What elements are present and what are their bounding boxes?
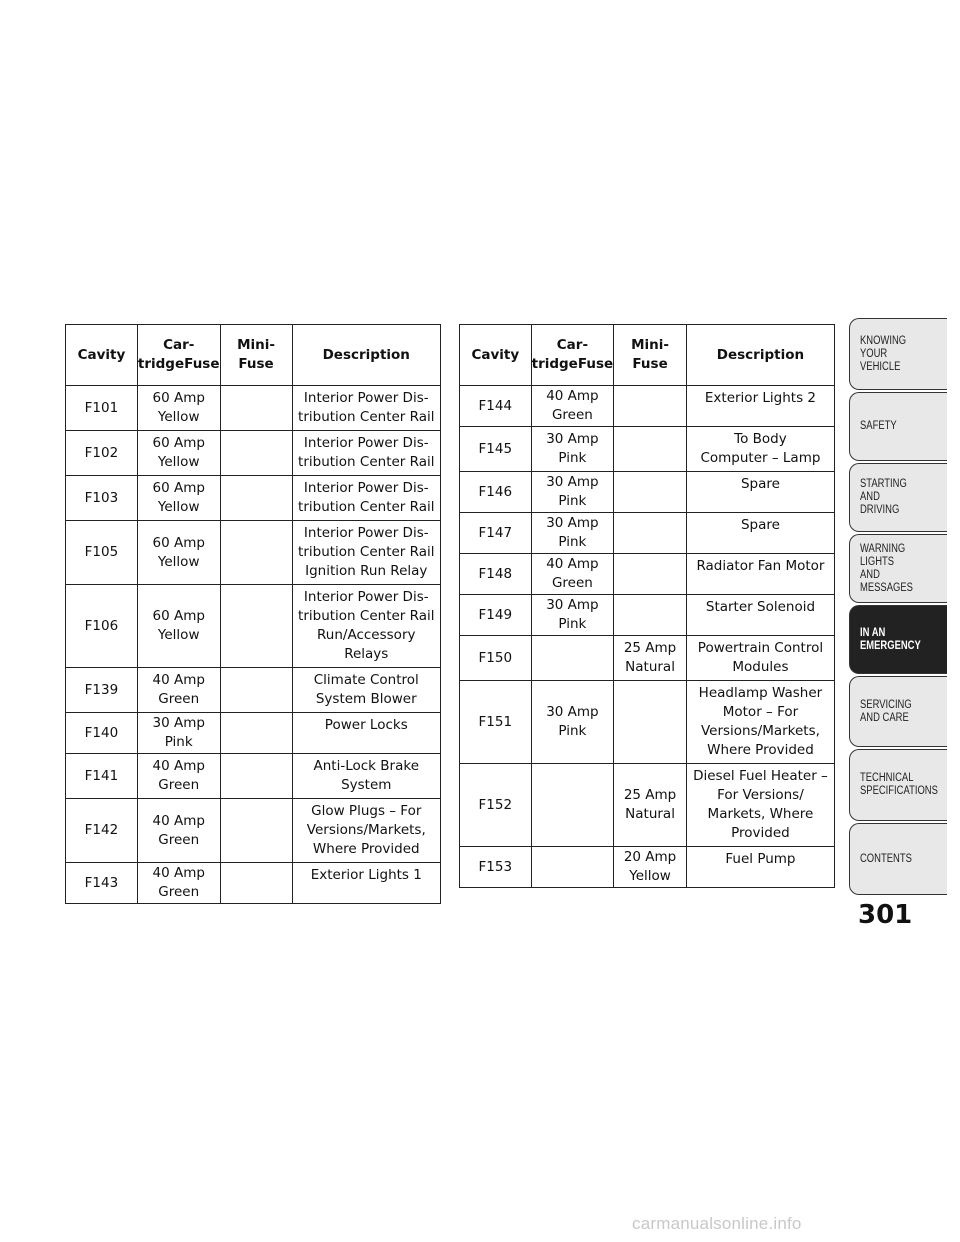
table-row [460,386,835,427]
cell-cartridge-fuse: 40 Amp Green [137,668,220,713]
cell-cartridge-fuse: 40 Amp Green [531,554,614,595]
cell-mini-fuse [220,754,292,799]
chapter-tab-label: SERVICING AND CARE [860,698,912,724]
cell-description: Power Locks [292,713,440,754]
cell-mini-fuse: 20 Amp Yellow [614,847,687,888]
cell-mini-fuse [614,554,687,595]
table-row [460,554,835,595]
cell-mini-fuse [220,668,292,713]
chapter-tab-safety[interactable] [849,392,947,461]
cell-description: Spare [686,513,834,554]
cell-cartridge-fuse: 30 Amp Pink [531,427,614,472]
cell-cartridge-fuse: 30 Amp Pink [531,681,614,764]
chapter-tab-label: KNOWING YOUR VEHICLE [860,334,907,373]
chapter-tab-warning-lights-and-messages[interactable] [849,534,947,603]
chapter-tab-knowing-your-vehicle[interactable] [849,318,947,390]
cell-description: Headlamp Washer Motor – For Versions/Markets, Where Provided [686,681,834,764]
table-row [66,431,441,476]
cell-cartridge-fuse: 40 Amp Green [137,863,220,904]
cell-cavity: F148 [460,554,532,595]
chapter-tab-label: WARNING LIGHTS AND MESSAGES [860,542,913,594]
cell-mini-fuse [220,863,292,904]
header-cartridge-fuse: Car-tridgeFuse [137,325,220,386]
cell-description: Glow Plugs – For Versions/Markets, Where Provided [292,799,440,863]
table-row [460,764,835,847]
table-header-row [66,325,441,386]
cell-mini-fuse [220,585,292,668]
table-row [460,472,835,513]
cell-cartridge-fuse: 30 Amp Pink [531,513,614,554]
table-row [66,799,441,863]
cell-cavity: F144 [460,386,532,427]
cell-cavity: F105 [66,521,138,585]
cell-description: Interior Power Dis- tribution Center Rail [292,476,440,521]
cell-cartridge-fuse: 60 Amp Yellow [137,476,220,521]
cell-description: Starter Solenoid [686,595,834,636]
cell-cartridge-fuse: 60 Amp Yellow [137,431,220,476]
chapter-tab-in-an-emergency[interactable] [849,605,947,674]
cell-cartridge-fuse: 60 Amp Yellow [137,521,220,585]
cell-description: Powertrain Control Modules [686,636,834,681]
cell-cavity: F140 [66,713,138,754]
cell-cavity: F139 [66,668,138,713]
table-row [66,754,441,799]
cell-cartridge-fuse [531,764,614,847]
cell-description: Fuel Pump [686,847,834,888]
table-row [460,847,835,888]
header-cavity: Cavity [66,325,138,386]
chapter-tab-label: SAFETY [860,420,897,432]
table-row [460,636,835,681]
cell-cavity: F142 [66,799,138,863]
cell-mini-fuse [220,386,292,431]
cell-description: Climate Control System Blower [292,668,440,713]
cell-cavity: F145 [460,427,532,472]
cell-cavity: F106 [66,585,138,668]
chapter-tab-label: TECHNICAL SPECIFICATIONS [860,772,938,797]
cell-description: Interior Power Dis- tribution Center Rail Run/Accessory Relays [292,585,440,668]
cell-mini-fuse [220,431,292,476]
header-mini-fuse: Mini-Fuse [220,325,292,386]
table-row [66,386,441,431]
cell-description: Exterior Lights 1 [292,863,440,904]
header-description: Description [686,325,834,386]
page-number: 301 [858,900,913,930]
cell-cartridge-fuse: 60 Amp Yellow [137,386,220,431]
fuse-table-right [459,324,835,888]
cell-description: Diesel Fuel Heater – For Versions/ Markets, Where Provided [686,764,834,847]
chapter-tab-starting-and-driving[interactable] [849,463,947,532]
chapter-tab-label: CONTENTS [860,852,912,865]
cell-cavity: F103 [66,476,138,521]
table-row [460,595,835,636]
chapter-tab-servicing-and-care[interactable] [849,676,947,747]
cell-mini-fuse [614,513,687,554]
cell-description: To Body Computer – Lamp [686,427,834,472]
table-row [460,513,835,554]
cell-cavity: F146 [460,472,532,513]
header-mini-fuse: Mini-Fuse [614,325,687,386]
table-row [66,476,441,521]
cell-mini-fuse [220,476,292,521]
cell-cavity: F102 [66,431,138,476]
cell-mini-fuse [614,681,687,764]
cell-description: Interior Power Dis- tribution Center Rail Ignition Run Relay [292,521,440,585]
cell-cartridge-fuse: 60 Amp Yellow [137,585,220,668]
table-row [66,668,441,713]
cell-cartridge-fuse: 30 Amp Pink [531,595,614,636]
chapter-tab-technical-specifications[interactable] [849,749,947,821]
cell-description: Radiator Fan Motor [686,554,834,595]
cell-cartridge-fuse: 30 Amp Pink [137,713,220,754]
table-row [66,521,441,585]
cell-cartridge-fuse: 40 Amp Green [137,754,220,799]
cell-mini-fuse: 25 Amp Natural [614,636,687,681]
cell-mini-fuse [220,521,292,585]
cell-cavity: F141 [66,754,138,799]
cell-mini-fuse [220,799,292,863]
cell-mini-fuse [220,713,292,754]
cell-cavity: F147 [460,513,532,554]
cell-cartridge-fuse: 30 Amp Pink [531,472,614,513]
cell-description: Spare [686,472,834,513]
cell-mini-fuse [614,595,687,636]
cell-cartridge-fuse [531,847,614,888]
chapter-tab-label: STARTING AND DRIVING [860,478,907,516]
header-description: Description [292,325,440,386]
cell-cavity: F152 [460,764,532,847]
cell-mini-fuse: 25 Amp Natural [614,764,687,847]
header-cartridge-fuse: Car-tridgeFuse [531,325,614,386]
fuse-table-left [65,324,441,904]
chapter-tab-label: IN AN EMERGENCY [860,626,921,652]
table-row [66,713,441,754]
cell-description: Exterior Lights 2 [686,386,834,427]
cell-cartridge-fuse: 40 Amp Green [137,799,220,863]
cell-description: Anti-Lock Brake System [292,754,440,799]
table-row [460,427,835,472]
cell-description: Interior Power Dis- tribution Center Rail [292,386,440,431]
cell-cavity: F150 [460,636,532,681]
cell-cartridge-fuse [531,636,614,681]
cell-cavity: F151 [460,681,532,764]
cell-description: Interior Power Dis- tribution Center Rail [292,431,440,476]
cell-cavity: F149 [460,595,532,636]
table-header-row [460,325,835,386]
cell-mini-fuse [614,427,687,472]
cell-cartridge-fuse: 40 Amp Green [531,386,614,427]
cell-cavity: F153 [460,847,532,888]
cell-cavity: F143 [66,863,138,904]
cell-cavity: F101 [66,386,138,431]
table-row [460,681,835,764]
table-row [66,585,441,668]
cell-mini-fuse [614,386,687,427]
cell-mini-fuse [614,472,687,513]
chapter-tab-contents[interactable] [849,823,947,895]
watermark: carmanualsonline.info [632,1214,802,1233]
header-cavity: Cavity [460,325,532,386]
table-row [66,863,441,904]
